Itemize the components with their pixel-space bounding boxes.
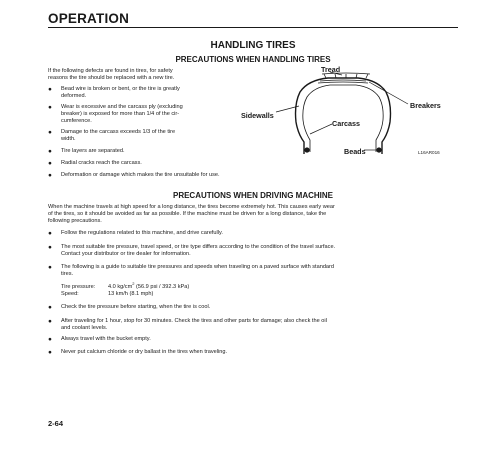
label-tread: Tread xyxy=(321,65,341,74)
list-item xyxy=(48,349,228,356)
bullet-icon: ● xyxy=(48,318,52,325)
bullet-icon: ● xyxy=(48,104,52,111)
page-number: 2-64 xyxy=(48,419,64,428)
tire-pressure-value-conversion: (56.9 psi / 392.3 kPa) xyxy=(134,284,190,290)
list-item-text: Always travel with the bucket empty. xyxy=(61,336,151,342)
list-item xyxy=(48,148,125,155)
tire-pressure-value xyxy=(108,281,190,291)
driving-precautions-heading: PRECAUTIONS WHEN DRIVING MACHINE xyxy=(172,191,333,200)
label-carcass: Carcass xyxy=(332,119,360,128)
bullet-icon: ● xyxy=(48,244,52,251)
list-item xyxy=(48,86,180,100)
driving-intro xyxy=(48,204,335,225)
bullet-icon: ● xyxy=(48,230,52,237)
bullet-icon: ● xyxy=(48,129,52,136)
list-item-text: Radial cracks reach the carcass. xyxy=(61,160,142,166)
bullet-icon: ● xyxy=(48,336,52,343)
list-item-text: Tire layers are separated. xyxy=(61,148,125,154)
list-item xyxy=(48,129,176,143)
list-item xyxy=(48,304,211,311)
list-item-text: width. xyxy=(61,136,76,142)
tire-pressure-value-main: 4.0 kg/cm xyxy=(108,284,133,290)
handling-intro xyxy=(48,68,174,82)
list-item-text: After traveling for 1 hour, stop for 30 minutes. Check the tires and other parts for damage; also check the oil xyxy=(61,318,327,324)
bullet-icon: ● xyxy=(48,86,52,93)
list-item-text: Contact your distributor or tire dealer for information. xyxy=(61,251,191,257)
list-item xyxy=(48,318,327,332)
list-item-text: Deformation or damage which makes the tire unsuitable for use. xyxy=(61,172,220,178)
bullet-icon: ● xyxy=(48,172,52,179)
list-item xyxy=(48,160,142,167)
speed-label: Speed: xyxy=(61,291,79,297)
tire-pressure-unit-exponent: 2 xyxy=(132,281,135,287)
label-breakers: Breakers xyxy=(410,101,441,110)
handling-intro-line: If the following defects are found in tires, for safety xyxy=(48,68,173,74)
list-item-text: and coolant levels. xyxy=(61,325,108,331)
list-item-text: Follow the regulations related to this machine, and drive carefully. xyxy=(61,230,223,236)
label-sidewalls: Sidewalls xyxy=(241,111,274,120)
list-item xyxy=(48,336,151,343)
figure-code: L16AR016 xyxy=(418,150,440,155)
list-item xyxy=(48,172,220,179)
header-rule xyxy=(48,27,458,28)
bullet-icon: ● xyxy=(48,160,52,167)
tire-cross-section-diagram xyxy=(238,64,460,160)
bullet-icon: ● xyxy=(48,349,52,356)
list-item xyxy=(48,264,335,278)
speed-value: 13 km/h (8.1 mph) xyxy=(108,291,154,297)
list-item-text: tires. xyxy=(61,271,74,277)
label-beads: Beads xyxy=(344,147,366,156)
list-item xyxy=(48,104,183,125)
handling-intro-line: reasons the tire should be replaced with a new tire. xyxy=(48,75,175,81)
list-item-text: deformed. xyxy=(61,93,87,99)
handling-precautions-heading: PRECAUTIONS WHEN HANDLING TIRES xyxy=(175,55,331,64)
driving-intro-line: of the tires, so it should be avoided as far as possible. If the machine must be driven for a long distance, take the xyxy=(48,211,327,217)
driving-intro-line: following precautions. xyxy=(48,218,102,224)
driving-intro-line: When the machine travels at high speed for a long distance, the tires become extremely hot. This causes early wear xyxy=(48,204,335,210)
list-item-text: Bead wire is broken or bent, or the tire is greatly xyxy=(61,86,180,92)
page-title: HANDLING TIRES xyxy=(210,40,296,51)
bullet-icon: ● xyxy=(48,304,52,311)
list-item-text: Never put calcium chloride or dry ballast in the tires when traveling. xyxy=(61,349,228,355)
list-item-text: Wear is excessive and the carcass ply (excluding xyxy=(61,104,183,110)
list-item xyxy=(48,244,336,258)
list-item-text: The following is a guide to suitable tire pressures and speeds when traveling on a paved surface with standard xyxy=(61,264,335,270)
list-item-text: cumference. xyxy=(61,118,92,124)
bullet-icon: ● xyxy=(48,148,52,155)
list-item-text: Check the tire pressure before starting, when the tire is cool. xyxy=(61,304,211,310)
list-item-text: Damage to the carcass exceeds 1/3 of the tire xyxy=(61,129,176,135)
bullet-icon: ● xyxy=(48,264,52,271)
section-header: OPERATION xyxy=(48,11,130,26)
tire-pressure-label: Tire pressure: xyxy=(61,284,96,290)
list-item-text: breaker) is exposed for more than 1/4 of the cir- xyxy=(61,111,180,117)
list-item xyxy=(48,230,223,237)
list-item-text: The most suitable tire pressure, travel speed, or tire type differs according to the condition of the travel surface. xyxy=(61,244,336,250)
